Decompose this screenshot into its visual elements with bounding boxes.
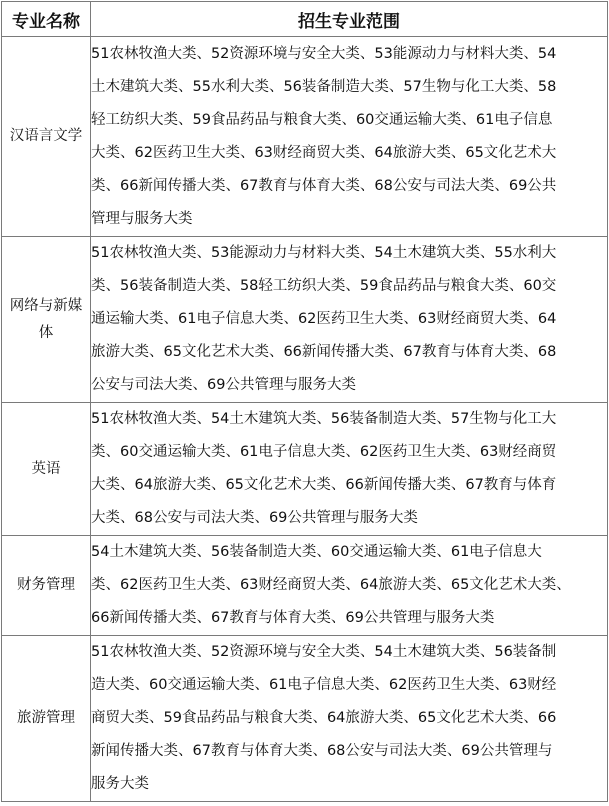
enrollment-range-line: 51农林牧渔大类、53能源动力与材料大类、54土木建筑大类、55水利大 [91,245,557,261]
header-major-name: 专业名称 [2,2,91,37]
enrollment-range-line: 51农林牧渔大类、52资源环境与安全大类、54土木建筑大类、56装备制 [91,644,557,660]
enrollment-range-cell [91,636,608,802]
enrollment-range-line: 51农林牧渔大类、52资源环境与安全大类、53能源动力与材料大类、54 [91,45,557,62]
enrollment-range-cell [91,536,608,636]
enrollment-range-line: 新闻传播大类、67教育与体育大类、68公安与司法大类、69公共管理与 [91,743,553,759]
enrollment-range-cell [91,37,608,237]
header-enrollment-range: 招生专业范围 [91,2,608,37]
enrollment-range-line: 商贸大类、59食品药品与粮食大类、64旅游大类、65文化艺术大类、66 [91,710,557,726]
table-row [2,37,608,237]
enrollment-range-line: 66新闻传播大类、67教育与体育大类、69公共管理与服务大类 [91,610,495,626]
enrollment-range-line: 大类、64旅游大类、65文化艺术大类、66新闻传播大类、67教育与体育 [91,477,557,493]
enrollment-range-line: 轻工纺织大类、59食品药品与粮食大类、60交通运输大类、61电子信息 [91,111,553,128]
major-name-line: 英语 [31,460,61,477]
enrollment-range-line: 大类、68公安与司法大类、69公共管理与服务大类 [91,510,418,526]
major-name-cell [2,536,91,636]
table-row [2,536,608,636]
major-name-cell [2,37,91,237]
enrollment-range-line: 服务大类 [91,776,149,792]
enrollment-range-line: 旅游大类、65文化艺术大类、66新闻传播大类、67教育与体育大类、68 [91,344,557,360]
enrollment-range-cell [91,237,608,403]
major-name-cell [2,237,91,403]
major-name-line: 旅游管理 [17,710,75,726]
enrollment-range-line: 类、62医药卫生大类、63财经商贸大类、64旅游大类、65文化艺术大类、 [91,577,571,593]
major-name-cell [2,403,91,536]
table-row [2,237,608,403]
table-row [2,636,608,802]
major-name-line: 网络与新媒 [9,297,83,314]
enrollment-range-line: 土木建筑大类、55水利大类、56装备制造大类、57生物与化工大类、58 [91,78,557,95]
enrollment-range-line: 类、66新闻传播大类、67教育与体育大类、68公安与司法大类、69公共 [91,177,557,194]
enrollment-range-line: 造大类、60交通运输大类、61电子信息大类、62医药卫生大类、63财经 [91,677,557,693]
enrollment-range-line: 51农林牧渔大类、54土木建筑大类、56装备制造大类、57生物与化工大 [91,411,557,427]
table-row [2,403,608,536]
major-name-line: 汉语言文学 [9,128,83,144]
table-body [2,37,608,802]
enrollment-range-line: 类、60交通运输大类、61电子信息大类、62医药卫生大类、63财经商贸 [91,444,557,460]
enrollment-range-line: 管理与服务大类 [91,210,193,227]
major-name-line: 体 [38,324,54,341]
major-name-cell [2,636,91,802]
enrollment-range-line: 类、56装备制造大类、58轻工纺织大类、59食品药品与粮食大类、60交 [91,278,557,294]
enrollment-range-line: 大类、62医药卫生大类、63财经商贸大类、64旅游大类、65文化艺术大 [91,144,557,161]
enrollment-scope-table [1,1,608,802]
header-row [2,2,608,37]
enrollment-range-cell [91,403,608,536]
enrollment-range-line: 54土木建筑大类、56装备制造大类、60交通运输大类、61电子信息大 [91,544,542,560]
enrollment-range-line: 公安与司法大类、69公共管理与服务大类 [91,377,356,393]
enrollment-range-line: 通运输大类、61电子信息大类、62医药卫生大类、63财经商贸大类、64 [91,311,557,327]
major-name-line: 财务管理 [17,577,75,593]
